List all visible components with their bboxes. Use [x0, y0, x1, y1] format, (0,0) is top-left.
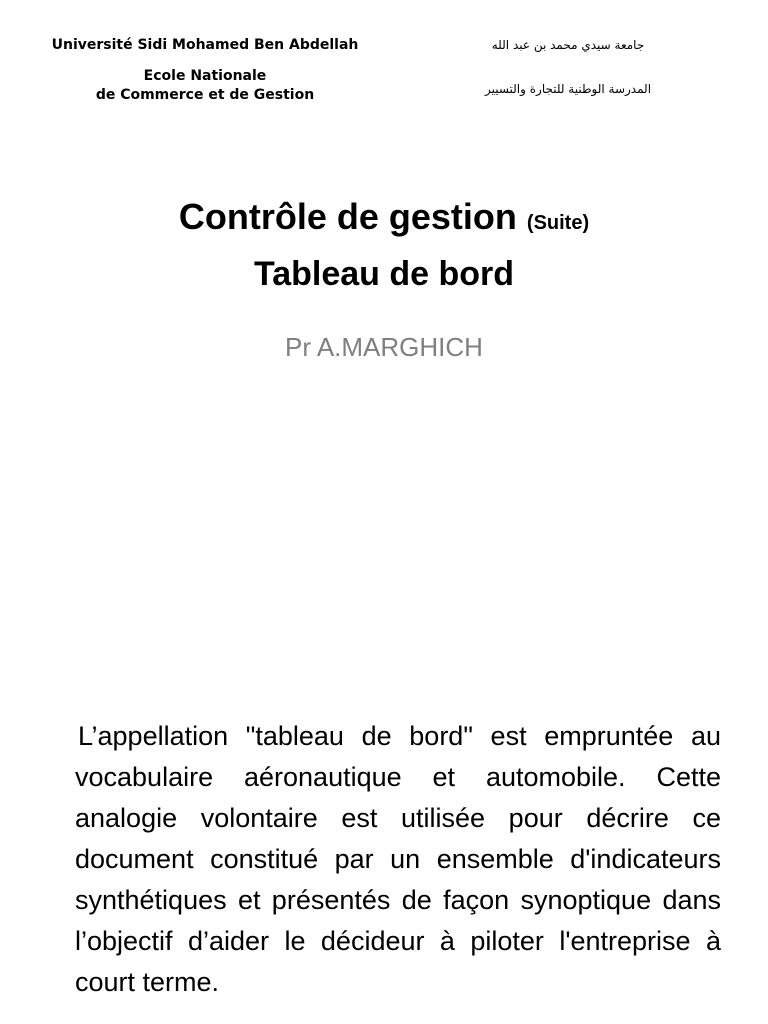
author-name: Pr A.MARGHICH — [285, 332, 483, 362]
university-name-fr: Université Sidi Mohamed Ben Abdellah — [51, 37, 359, 53]
title-block — [0, 192, 768, 300]
body-paragraph: L’appellation "tableau de bord" est empruntée au vocabulaire aéronautique et automobile. Cette analogie volontaire est utilisée pour décrire ce document constitué par un ensemble d'indicateurs synthétiques et présentés de façon synoptique dans l’objectif d’aider le décideur à piloter l'entreprise à court terme. — [75, 721, 721, 997]
page-title: Contrôle de gestion — [178, 196, 517, 237]
page-title-line — [0, 192, 768, 248]
page-subtitle: Tableau de bord — [253, 255, 515, 293]
header-french — [30, 36, 380, 105]
university-name-ar: جامعة سيدي محمد بن عبد الله — [491, 38, 645, 52]
school-name-fr-line2: de Commerce et de Gestion — [95, 87, 315, 103]
title-suite-note: (Suite) — [526, 212, 590, 234]
header-arabic — [438, 36, 698, 98]
school-name-fr-line1: Ecole Nationale — [143, 68, 267, 84]
school-name-ar: المدرسة الوطنية للتجارة والتسيير — [484, 82, 652, 96]
